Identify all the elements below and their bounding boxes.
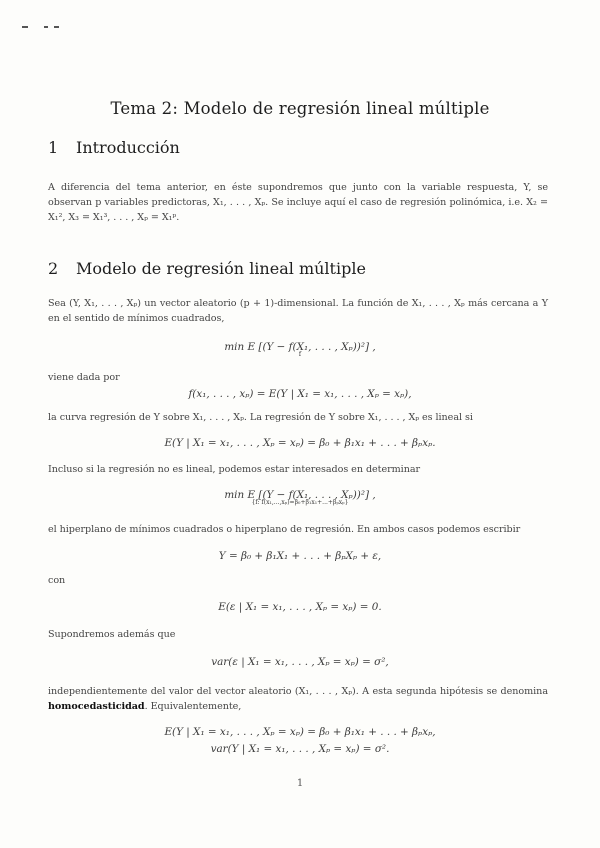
equation-error-variance: var(ε | X₁ = x₁, . . . , Xₚ = xₚ) = σ², — [211, 656, 389, 668]
document-title: Tema 2: Modelo de regresión lineal múltiple — [110, 99, 490, 119]
paragraph-supondremos: Supondremos además que — [48, 629, 176, 640]
equation-regression-function: f(x₁, . . . , xₚ) = E(Y | X₁ = x₁, . . . , Xₚ = xₚ), — [188, 388, 412, 400]
paragraph-hyperplane: el hiperplano de mínimos cuadrados o hiperplano de regresión. En ambos casos podemos escribir — [48, 524, 521, 535]
paragraph-regression-curve: la curva regresión de Y sobre X₁, . . . , Xₚ. La regresión de Y sobre X₁, . . . , Xₚ es lineal si — [48, 412, 473, 423]
equation-min-expectation: min E [(Y − f(X₁, . . . , Xₚ))²] , f — [0, 341, 600, 358]
section-heading-model — [48, 259, 366, 278]
equation-error-mean: E(ε | X₁ = x₁, . . . , Xₚ = xₚ) = 0. — [218, 601, 382, 613]
term-homocedasticidad: homocedasticidad — [48, 701, 145, 712]
paragraph-non-linear: Incluso si la regresión no es lineal, podemos estar interesados en determinar — [48, 464, 421, 475]
page-number: 1 — [296, 778, 304, 789]
equation-subscript: {f: f(x₁,...,xₚ)=β₀+β₁x₁+...+βₚxₚ} — [251, 499, 349, 506]
section-title: Introducción — [76, 138, 180, 157]
equation-model: Y = β₀ + β₁X₁ + . . . + βₚXₚ + ε, — [218, 550, 382, 562]
section-number: 1 — [48, 138, 59, 157]
equation-linear-regression: E(Y | X₁ = x₁, . . . , Xₚ = xₚ) = β₀ + β₁x₁ + . . . + βₚxₚ. — [164, 437, 436, 449]
section-title: Modelo de regresión lineal múltiple — [76, 259, 366, 278]
scan-mark — [22, 26, 62, 30]
section-number: 2 — [48, 259, 59, 278]
equation-conditional-mean: E(Y | X₁ = x₁, . . . , Xₚ = xₚ) = β₀ + β₁x₁ + . . . + βₚxₚ, — [164, 726, 436, 738]
equation-block-equivalent — [120, 726, 480, 760]
section-heading-introduction — [48, 138, 180, 157]
equation-min-hyperplane: min E [(Y − f(X₁, . . . , Xₚ))²] , {f: f(x₁,...,xₚ)=β₀+β₁x₁+...+βₚxₚ} — [0, 489, 600, 506]
paragraph-vector: Sea (Y, X₁, . . . , Xₚ) un vector aleatorio (p + 1)-dimensional. La función de X₁, . . . , Xₚ más cercana a Y en el sentido de mínimos cuadrados, — [48, 298, 548, 324]
equation-subscript: f — [298, 351, 302, 358]
paragraph-homocedasticidad: independientemente del valor del vector aleatorio (X₁, . . . , Xₚ). A esta segunda hipótesis se denomina homocedasticidad. Equivalentemente, — [48, 686, 548, 712]
equation-conditional-variance: var(Y | X₁ = x₁, . . . , Xₚ = xₚ) = σ². — [210, 743, 390, 755]
paragraph-viene-dada: viene dada por — [48, 372, 120, 383]
introduction-paragraph: A diferencia del tema anterior, en éste supondremos que junto con la variable respuesta, Y, se observan p variables predictoras, X₁, . . . , Xₚ. Se incluye aquí el caso de regresión polinómica, i.e. X₂ = X₁², X₃ = X₁³, . . . , Xₚ = X₁ᵖ. — [48, 182, 548, 223]
paragraph-con: con — [48, 575, 66, 586]
